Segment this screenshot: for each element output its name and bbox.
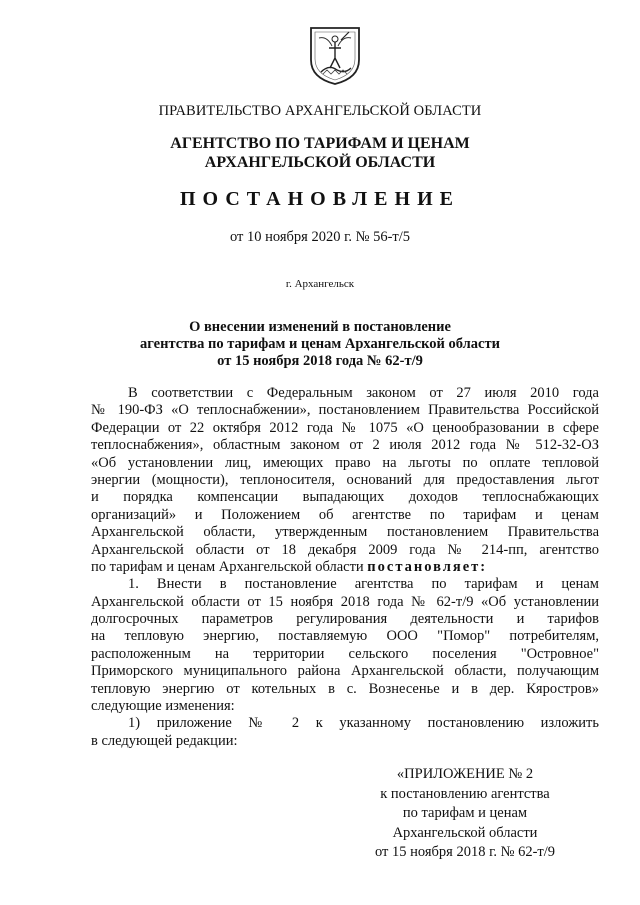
- appendix-line-2: к постановлению агентства: [380, 785, 550, 802]
- agency-name-line-2: АРХАНГЕЛЬСКОЙ ОБЛАСТИ: [204, 154, 436, 171]
- body-line: в следующей редакции:: [91, 732, 238, 749]
- body-line: и порядка компенсации выпадающих доходов теплоснабжающих: [91, 489, 599, 506]
- body-line: 1. Внести в постановление агентства по тарифам и ценам: [128, 576, 599, 593]
- document-type-title: ПОСТАНОВЛЕНИЕ: [180, 188, 460, 210]
- body-line: Архангельской области, утвержденным постановлением Правительства: [91, 524, 599, 541]
- document-date-number: от 10 ноября 2020 г. № 56-т/5: [229, 229, 411, 245]
- body-line: Архангельской области от 15 ноября 2018 года № 62-т/9 «Об установлении: [91, 593, 599, 610]
- document-city: г. Архангельск: [285, 278, 355, 290]
- coat-of-arms-emblem: [305, 24, 365, 86]
- document-body: [91, 385, 599, 750]
- government-name: ПРАВИТЕЛЬСТВО АРХАНГЕЛЬСКОЙ ОБЛАСТИ: [158, 103, 482, 119]
- body-line: «Об установлении лиц, имеющих право на льготы по оплате тепловой: [91, 454, 599, 471]
- subject-line-3: от 15 ноября 2018 года № 62-т/9: [217, 353, 423, 369]
- body-line: Архангельской области от 18 декабря 2009 года № 214-пп, агентство: [91, 541, 599, 558]
- appendix-line-4: Архангельской области: [392, 824, 538, 841]
- body-line: организаций» и Положением об агентстве по тарифам и ценам: [91, 506, 599, 523]
- appendix-line-1: «ПРИЛОЖЕНИЕ № 2: [396, 766, 534, 782]
- document-subject: [0, 319, 640, 370]
- body-line: следующие изменения:: [91, 698, 235, 715]
- agency-name: [0, 134, 640, 172]
- body-line: 1) приложение № 2 к указанному постановлению изложить: [128, 715, 599, 732]
- agency-name-line-1: АГЕНТСТВО ПО ТАРИФАМ И ЦЕНАМ: [170, 135, 470, 152]
- subject-line-1: О внесении изменений в постановление: [189, 319, 451, 335]
- body-line: Приморского муниципального района Архангельской области, получающим: [91, 663, 599, 680]
- appendix-line-3: по тарифам и ценам: [402, 805, 528, 821]
- body-line: долгосрочных параметров регулирования деятельности и тарифов: [91, 611, 599, 628]
- body-line: теплоснабжения», областным законом от 2 июля 2012 года № 512-32-ОЗ: [91, 437, 599, 454]
- body-line: расположенным на территории сельского поселения "Островное": [91, 645, 599, 662]
- body-line: В соответствии с Федеральным законом от 27 июля 2010 года: [128, 385, 599, 401]
- body-line: на тепловую энергию, поставляемую ООО "Помор" потребителям,: [91, 628, 599, 645]
- body-line-decree: [91, 559, 599, 576]
- body-line: энергии (мощности), теплоносителя, оснований для предоставления льгот: [91, 471, 599, 488]
- body-line-text: по тарифам и ценам Архангельской области: [91, 558, 368, 575]
- body-line: № 190-ФЗ «О теплоснабжении», постановлением Правительства Российской: [91, 402, 599, 419]
- decree-keyword: постановляет:: [367, 558, 488, 575]
- body-line: тепловую энергию от котельных в с. Вознесенье и в дер. Кяростров»: [91, 680, 599, 697]
- subject-line-2: агентства по тарифам и ценам Архангельской области: [140, 336, 500, 352]
- appendix-line-5: от 15 ноября 2018 г. № 62-т/9: [374, 844, 556, 860]
- appendix-heading: [340, 765, 590, 863]
- body-line: Федерации от 22 октября 2012 года № 1075 «О ценообразовании в сфере: [91, 419, 599, 436]
